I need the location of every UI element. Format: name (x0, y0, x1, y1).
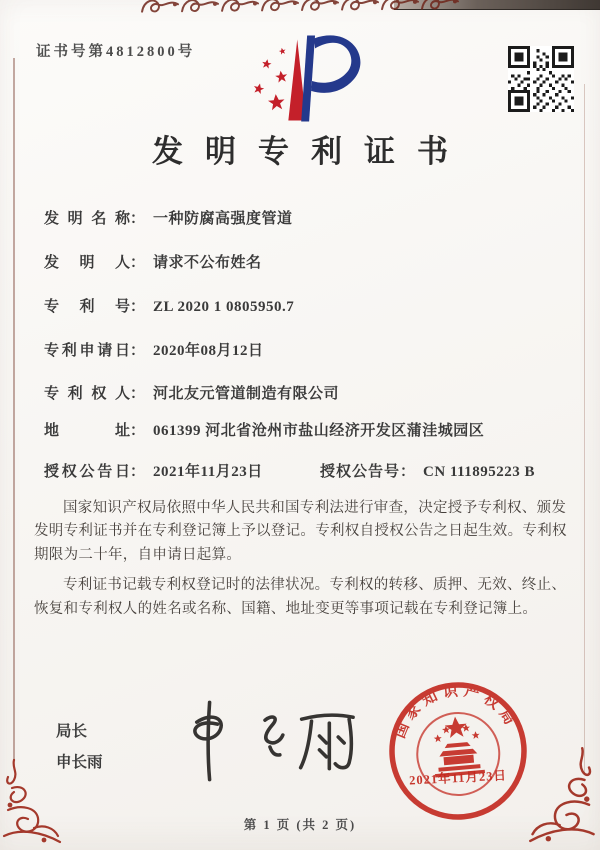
field-row-patent-number: 专利号： ZL 2020 1 0805950.7 (44, 295, 294, 317)
signature-autograph (172, 688, 360, 790)
field-row-patentee: 专利权人： 河北友元管道制造有限公司 (44, 382, 339, 404)
seal-text: 国家知识产权局 (392, 683, 520, 741)
field-value: 2021年11月23日 (153, 464, 263, 480)
field-label: 授权公告日 (44, 464, 130, 480)
field-row-address: 地址： 061399 河北省沧州市盐山经济开发区蒲洼城园区 (44, 419, 484, 441)
page-indicator: 第 1 页 (共 2 页) (243, 818, 357, 832)
border-ornament-top-icon (140, 0, 460, 18)
body-paragraph: 国家知识产权局依照中华人民共和国专利法进行审查，决定授予专利权、颁发发明专利证书并在专利登记簿上予以登记。专利权自授权公告之日起生效。专利权期限为二十年，自申请日起算。 (34, 500, 567, 563)
field-value: 请求不公布姓名 (153, 255, 262, 271)
field-value: 061399 河北省沧州市盐山经济开发区蒲洼城园区 (153, 423, 485, 439)
field-value: 2020年08月12日 (153, 343, 264, 359)
official-seal (377, 670, 540, 833)
field-row-invention-name: 发明名称： 一种防腐高强度管道 (44, 207, 293, 229)
field-value: 河北友元管道制造有限公司 (153, 386, 340, 402)
signer-name: 申长雨 (56, 754, 103, 771)
field-label: 地址 (44, 423, 130, 439)
field-label: 专利申请日 (44, 343, 130, 359)
certificate-body (34, 497, 568, 628)
field-row-inventor: 发明人： 请求不公布姓名 (44, 251, 262, 273)
border-line-right (584, 84, 585, 774)
body-paragraph: 专利证书记载专利权登记时的法律状况。专利权的转移、质押、无效、终止、恢复和专利权人的姓名或名称、国籍、地址变更等事项记载在专利登记簿上。 (34, 577, 567, 617)
field-grant-number: 授权公告号： CN 111895223 B (320, 464, 536, 480)
field-value: ZL 2020 1 0805950.7 (153, 299, 295, 315)
field-label: 授权公告号 (320, 464, 401, 480)
field-label: 发明名称 (44, 211, 130, 227)
page-title: 发明专利证书 (152, 134, 470, 169)
seal-date-stamp: 2021年11月23日 (408, 768, 508, 788)
qr-code (508, 46, 574, 112)
field-value: CN 111895223 B (423, 464, 536, 480)
cnipa-logo-icon (230, 30, 408, 130)
signer-block (56, 716, 103, 778)
field-row-filing-date: 专利申请日： 2020年08月12日 (44, 339, 264, 361)
signer-title: 局长 (56, 723, 88, 740)
field-label: 发明人 (44, 255, 130, 271)
field-row-grant-date: 授权公告日： 2021年11月23日 授权公告号： CN 111895223 B (44, 460, 263, 482)
certificate-number: 证书号第4812800号 (36, 44, 196, 60)
field-label: 专利权人 (44, 386, 130, 402)
field-value: 一种防腐高强度管道 (153, 211, 293, 227)
field-label: 专利号 (44, 299, 130, 315)
